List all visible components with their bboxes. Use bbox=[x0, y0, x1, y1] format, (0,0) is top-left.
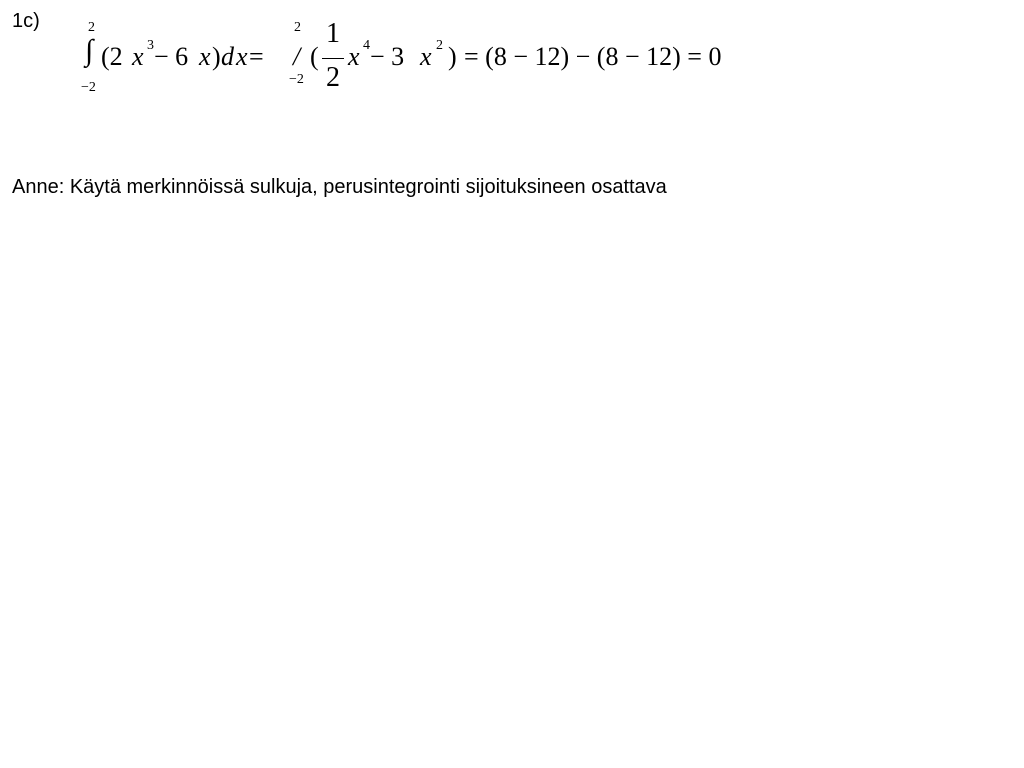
integral-lower-limit: −2 bbox=[81, 80, 96, 95]
integral-sign: ∫ bbox=[85, 34, 94, 67]
integrand-open: (2 bbox=[101, 42, 123, 71]
fraction-bar bbox=[322, 58, 344, 59]
integral-upper-limit: 2 bbox=[88, 20, 95, 35]
eval-exp-2: 2 bbox=[436, 38, 443, 53]
eval-minus-3: − 3 bbox=[370, 42, 405, 71]
fraction-denominator: 2 bbox=[326, 62, 340, 93]
eval-exp-4: 4 bbox=[363, 38, 370, 53]
eval-bar: / bbox=[293, 42, 301, 71]
integrand-exp-3: 3 bbox=[147, 38, 154, 53]
eval-result: = (8 − 12) − (8 − 12) = 0 bbox=[464, 42, 722, 71]
integrand-x: x bbox=[132, 42, 144, 71]
eval-close: ) bbox=[448, 42, 457, 71]
integrand-close: ) bbox=[212, 42, 221, 71]
teacher-note: Anne: Käytä merkinnöissä sulkuja, perusintegrointi sijoituksineen osattava bbox=[12, 176, 667, 198]
eval-upper-limit: 2 bbox=[294, 20, 301, 35]
eval-x: x bbox=[348, 42, 360, 71]
problem-label: 1c) bbox=[12, 10, 40, 32]
integrand-d: d bbox=[221, 42, 234, 71]
integral-equals: = bbox=[249, 42, 264, 71]
integrand-dx-x: x bbox=[236, 42, 248, 71]
eval-open: ( bbox=[310, 42, 319, 71]
eval-lower-limit: −2 bbox=[289, 72, 304, 87]
eval-x2: x bbox=[420, 42, 432, 71]
integrand-minus-6: − 6 bbox=[154, 42, 189, 71]
fraction-numerator: 1 bbox=[326, 18, 340, 49]
integrand-x2: x bbox=[199, 42, 211, 71]
